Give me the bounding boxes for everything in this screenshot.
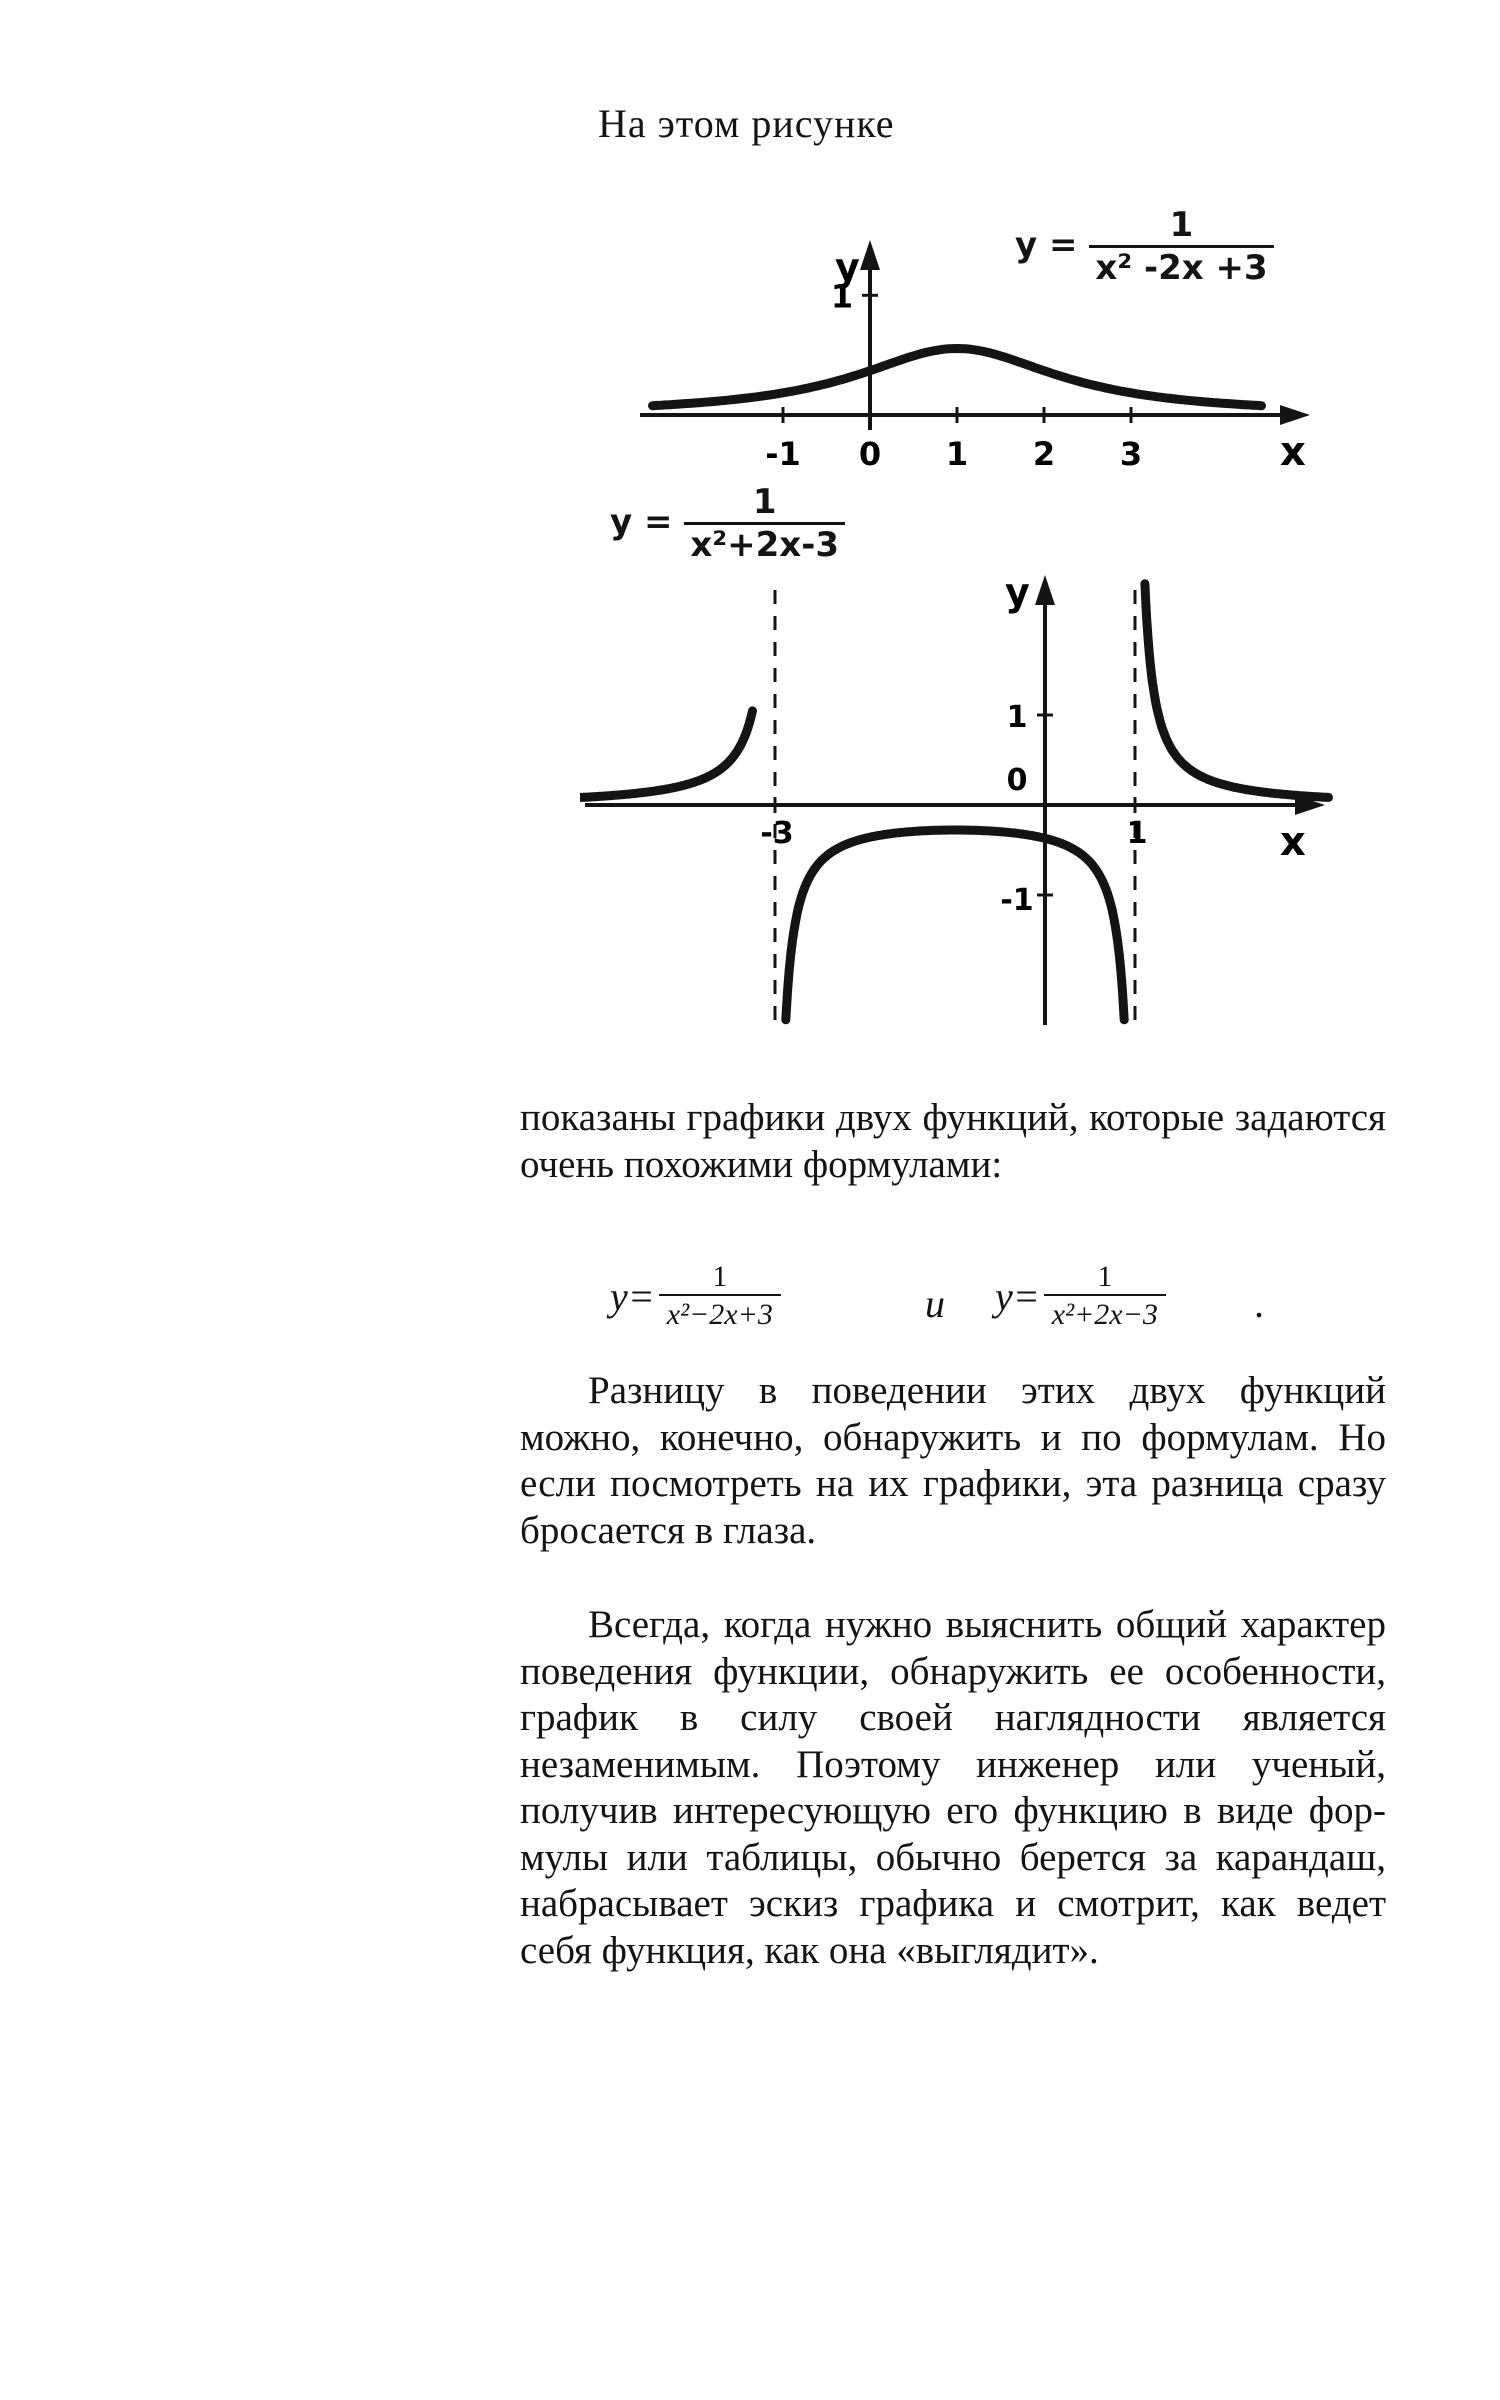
figure-2-x-label: x (1280, 819, 1306, 865)
figure-2-formula-denominator: x²+2x-3 (684, 522, 845, 565)
figure-2-y-label: y (1005, 570, 1030, 614)
figure-1-x-tick-label: -1 (765, 435, 801, 473)
figure-2-ticks (760, 700, 1147, 918)
figure-2-formula-numerator: 1 (752, 482, 777, 522)
figure-1-ticks (765, 277, 1142, 473)
figure-1-x-tick-label: 0 (858, 435, 882, 473)
paragraph-1: показаны графики двух функций, которые задаются очень похожими формулами: (520, 1096, 1386, 1186)
formula-first-denominator: x²−2x+3 (659, 1294, 781, 1332)
figure-1-x-label: x (1280, 429, 1306, 475)
figure-2-x-tick-label: 1 (1126, 816, 1148, 851)
formula-first-numerator: 1 (712, 1260, 728, 1293)
figure-1-formula-numerator: 1 (1169, 205, 1194, 245)
paragraph-2: Разницу в поведении этих двух функций можно, конечно, обнаружить и по формулам. Но если посмотреть на их графики, эта разница сразу бросается в глаза. (520, 1369, 1386, 1552)
figure-1-y-axis-arrow (860, 240, 880, 270)
figure-1-formula-denominator: x² -2x +3 (1089, 245, 1273, 288)
formula-second-numerator: 1 (1097, 1260, 1113, 1293)
figure-2-curves (582, 584, 1329, 1020)
formula-second-lhs: y= (995, 1273, 1040, 1319)
figure-2-y-axis-arrow (1035, 575, 1055, 605)
figure-2-formula-lhs: y = (610, 502, 673, 542)
figure-1-x-axis-arrow (1280, 405, 1310, 425)
figure-2-middle-branch (786, 830, 1124, 1020)
figure-1-curve (653, 349, 1262, 406)
figure-2-right-branch (1145, 584, 1329, 798)
formula-second (995, 1260, 1166, 1332)
figure-2-y-tick-label: -1 (1000, 883, 1034, 918)
figure-1-x-tick-label: 2 (1032, 435, 1056, 473)
figure-1-x-tick-label: 1 (945, 435, 969, 473)
formula-first (610, 1260, 781, 1332)
formula-first-lhs: y= (610, 1273, 655, 1319)
figure-1-y-label: y (835, 245, 860, 289)
formula-end: . (1255, 1281, 1265, 1326)
formulas-inline (610, 1260, 1330, 1350)
figure-2-asymptotes (775, 590, 1135, 1030)
figure-1-x-tick-label: 3 (1119, 435, 1143, 473)
figure-2-y-tick-label: 1 (1006, 700, 1028, 735)
formula-first-fraction (659, 1260, 781, 1332)
formula-second-fraction (1044, 1260, 1166, 1332)
figure-2-left-branch (582, 711, 753, 798)
formula-conjunction: и (925, 1281, 945, 1326)
figure-1-y-tick-label: 1 (830, 277, 854, 316)
figure-2-x-tick-label: -3 (760, 816, 794, 851)
figure-1-formula-lhs: y = (1015, 225, 1078, 265)
paragraph-3: Всегда, когда нужно выяснить общий характер поведения функции, обнаружить ее особенности, график в силу своей наглядности является незаменимым. Поэтому инженер или ученый, получив интересующую его функцию в виде формулы или таблицы, обычно берется за карандаш, набрасывает эскиз графика и смотрит, как ведет себя функция, как она «выглядит». (520, 1603, 1386, 1972)
figure-2-y-tick-label: 0 (1006, 763, 1028, 798)
figure-2-chart (580, 470, 1340, 1040)
figure-1-chart (620, 195, 1320, 475)
formula-second-denominator: x²+2x−3 (1044, 1294, 1166, 1332)
intro-text: На этом рисунке (598, 101, 895, 146)
